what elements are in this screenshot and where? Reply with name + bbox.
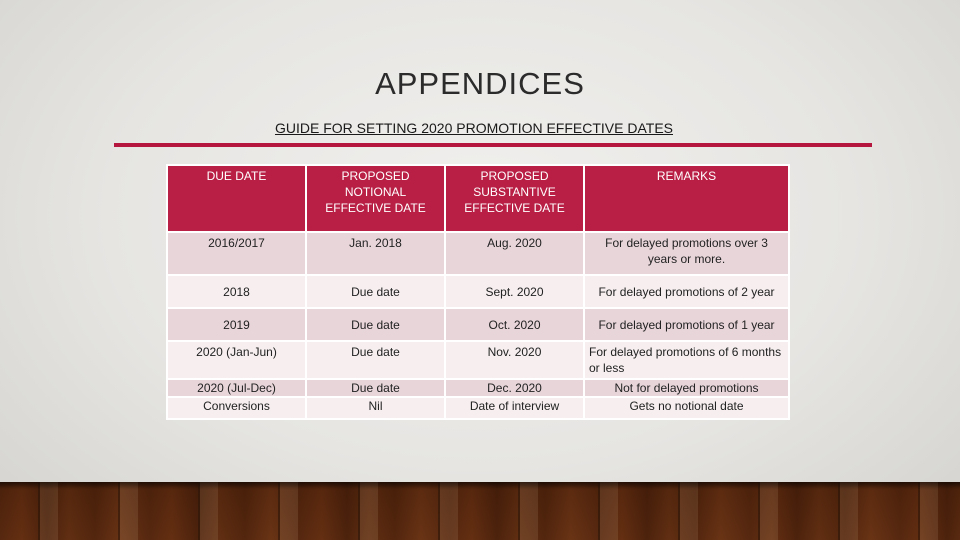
cell-notional-date: Due date: [306, 341, 445, 379]
table-row: [167, 308, 789, 341]
cell-substantive-date: Date of interview: [445, 397, 584, 419]
header-substantive-date: PROPOSED SUBSTANTIVE EFFECTIVE DATE: [445, 165, 584, 232]
cell-substantive-date: Dec. 2020: [445, 379, 584, 397]
table-row: [167, 232, 789, 275]
cell-substantive-date: Sept. 2020: [445, 275, 584, 308]
cell-notional-date: Nil: [306, 397, 445, 419]
slide-subtitle: GUIDE FOR SETTING 2020 PROMOTION EFFECTIVE DATES: [274, 120, 673, 136]
cell-remarks: For delayed promotions of 1 year: [584, 308, 789, 341]
table-row: [167, 379, 789, 397]
accent-divider: [114, 143, 872, 147]
slide-title: APPENDICES: [375, 66, 585, 101]
cell-due-date: Conversions: [167, 397, 306, 419]
floor-shadow: [0, 482, 960, 490]
cell-due-date: 2018: [167, 275, 306, 308]
cell-remarks: For delayed promotions over 3 years or more.: [584, 232, 789, 275]
cell-notional-date: Due date: [306, 275, 445, 308]
cell-remarks: For delayed promotions of 2 year: [584, 275, 789, 308]
cell-due-date: 2020 (Jan-Jun): [167, 341, 306, 379]
cell-notional-date: Due date: [306, 308, 445, 341]
promotion-dates-table: [166, 164, 790, 420]
cell-due-date: 2016/2017: [167, 232, 306, 275]
table-row: [167, 341, 789, 379]
cell-substantive-date: Aug. 2020: [445, 232, 584, 275]
table-row: [167, 275, 789, 308]
cell-due-date: 2019: [167, 308, 306, 341]
cell-substantive-date: Nov. 2020: [445, 341, 584, 379]
wooden-floor-decoration: [0, 482, 960, 540]
cell-notional-date: Due date: [306, 379, 445, 397]
cell-remarks: Gets no notional date: [584, 397, 789, 419]
cell-remarks: For delayed promotions of 6 months or less: [584, 341, 789, 379]
cell-substantive-date: Oct. 2020: [445, 308, 584, 341]
header-remarks: REMARKS: [584, 165, 789, 232]
cell-notional-date: Jan. 2018: [306, 232, 445, 275]
table-header-row: [167, 165, 789, 232]
cell-remarks: Not for delayed promotions: [584, 379, 789, 397]
header-notional-date: PROPOSED NOTIONAL EFFECTIVE DATE: [306, 165, 445, 232]
header-due-date: DUE DATE: [167, 165, 306, 232]
table-row: [167, 397, 789, 419]
cell-due-date: 2020 (Jul-Dec): [167, 379, 306, 397]
